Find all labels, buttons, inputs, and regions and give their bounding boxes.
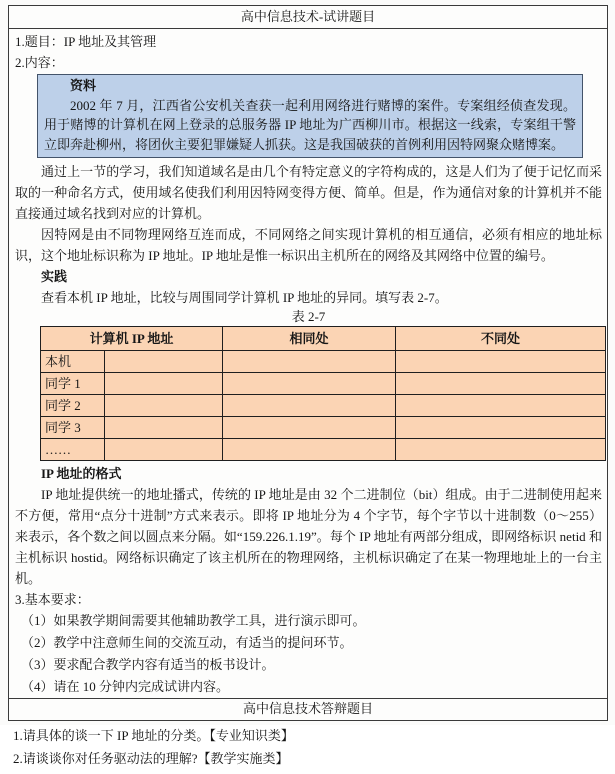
empty-cell bbox=[105, 439, 223, 461]
column-header-different: 不同处 bbox=[396, 327, 606, 351]
lecture-card-title: 高中信息技术-试讲题目 bbox=[9, 6, 607, 29]
paragraph: 通过上一节的学习，我们知道域名是由几个有特定意义的字符构成的，这是人们为了便于记忆而采取的一种命名方式，使用域名使我们利用因特网变得方便、简单。但是，作为通信对象的计算机并不能直接通过域名找到对应的计算机。 bbox=[15, 164, 602, 221]
row-label: 同学 2 bbox=[41, 395, 105, 417]
empty-cell bbox=[223, 395, 396, 417]
table-row bbox=[41, 439, 606, 461]
defense-content bbox=[9, 721, 607, 774]
empty-cell bbox=[223, 439, 396, 461]
practice-table bbox=[40, 326, 606, 461]
defense-item: 2.请谈谈你对任务驱动法的理解?【教学实施类】 bbox=[13, 751, 289, 766]
requirement-item: （1）如果教学期间需要其他辅助教学工具，进行演示即可。 bbox=[21, 613, 366, 628]
table-caption: 表 2-7 bbox=[291, 309, 326, 324]
info-box bbox=[37, 74, 583, 158]
requirements-title: 3.基本要求： bbox=[15, 592, 90, 607]
empty-cell bbox=[105, 417, 223, 439]
content-label: 2.内容： bbox=[15, 55, 64, 70]
defense-card-title: 高中信息技术答辩题目 bbox=[9, 698, 607, 721]
empty-cell bbox=[223, 373, 396, 395]
requirement-item: （3）要求配合教学内容有适当的板书设计。 bbox=[21, 657, 275, 672]
table-row bbox=[41, 417, 606, 439]
empty-cell bbox=[223, 351, 396, 373]
format-body: IP 地址提供统一的地址播式，传统的 IP 地址是由 32 个二进制位（bit）组成。由于二进制使用起来不方便，常用“点分十进制”方式来表示。即将 IP 地址分为 4 个字节，每个字节以十进制数（0～255）来表示，各个数之间以圆点来分隔。如“159.226.1.19”。每个 IP 地址有两部分组成，即网络标识 netid 和主机标识 hostid。网络标识确定了该主机所在的物理网络，主机标识确定了在某一物理地址上的一台主机。 bbox=[15, 487, 602, 586]
row-label: 同学 1 bbox=[41, 373, 105, 395]
empty-cell bbox=[396, 417, 606, 439]
info-box-body: 2002 年 7 月，江西省公安机关查获一起利用网络进行赌博的案件。专案组经侦查发现。用于赌博的计算机在网上登录的总服务器 IP 地址为广西柳川市。根据这一线索，专案组干警立即奔赴柳州，将团伙主要犯罪嫌疑人抓获。这是我国破获的首例利用因特网聚众赌博案。 bbox=[44, 97, 576, 152]
column-header-computer-ip: 计算机 IP 地址 bbox=[41, 327, 223, 351]
document-frame bbox=[8, 5, 608, 766]
empty-cell bbox=[105, 395, 223, 417]
row-label: …… bbox=[41, 439, 105, 461]
table-row bbox=[41, 351, 606, 373]
practice-heading: 实践 bbox=[41, 269, 68, 284]
column-header-same: 相同处 bbox=[223, 327, 396, 351]
row-label: 同学 3 bbox=[41, 417, 105, 439]
empty-cell bbox=[105, 351, 223, 373]
empty-cell bbox=[105, 373, 223, 395]
format-heading: IP 地址的格式 bbox=[41, 466, 122, 481]
table-row bbox=[41, 373, 606, 395]
practice-body: 查看本机 IP 地址，比较与周围同学计算机 IP 地址的异同。填写表 2-7。 bbox=[41, 290, 448, 305]
empty-cell bbox=[396, 439, 606, 461]
topic-line: 1.题目：IP 地址及其管理 bbox=[15, 34, 157, 49]
row-label: 本机 bbox=[41, 351, 105, 373]
defense-item: 1.请具体的谈一下 IP 地址的分类。【专业知识类】 bbox=[13, 728, 294, 743]
empty-cell bbox=[396, 373, 606, 395]
empty-cell bbox=[396, 395, 606, 417]
paragraph: 因特网是由不同物理网络互连而成，不同网络之间实现计算机的相互通信，必须有相应的地址标识，这个地址标识称为 IP 地址。IP 地址是惟一标识出主机所在的网络及其网络中位置的编号。 bbox=[15, 227, 602, 263]
requirement-item: （4）请在 10 分钟内完成试讲内容。 bbox=[21, 679, 230, 694]
lecture-content bbox=[9, 29, 607, 698]
requirement-item: （2）教学中注意师生间的交流互动，有适当的提问环节。 bbox=[21, 635, 353, 650]
table-header-row bbox=[41, 327, 606, 351]
empty-cell bbox=[396, 351, 606, 373]
table-row bbox=[41, 395, 606, 417]
info-box-title: 资料 bbox=[70, 78, 97, 93]
empty-cell bbox=[223, 417, 396, 439]
